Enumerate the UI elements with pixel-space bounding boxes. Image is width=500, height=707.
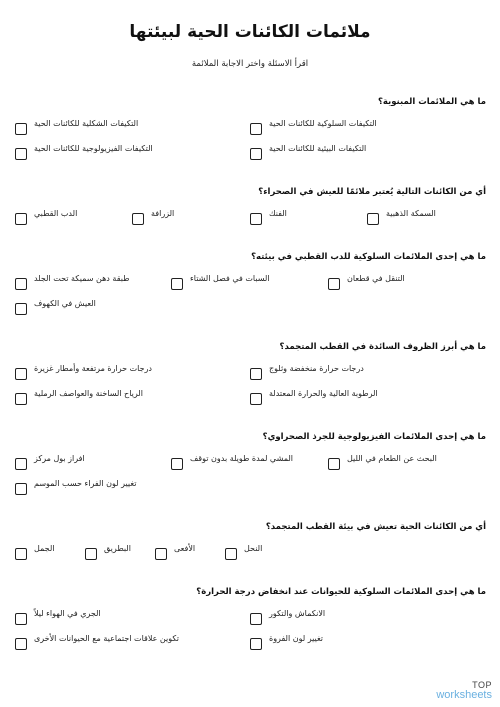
q2-option-1[interactable] <box>367 211 436 225</box>
q4-option-1[interactable] <box>250 366 364 380</box>
checkbox[interactable] <box>328 458 340 470</box>
question-4: ما هي أبرز الظروف السائدة في القطب المتجمد؟ <box>279 342 486 352</box>
question-1: ما هي الملائمات المبنوية؟ <box>377 97 486 107</box>
option-label: العيش في الكهوف <box>34 299 96 308</box>
option-label: تغيير لون الفروة <box>269 634 324 643</box>
option-label: الجري في الهواء ليلاً <box>34 609 101 618</box>
option-label: البحث عن الطعام في الليل <box>347 454 437 463</box>
checkbox[interactable] <box>328 278 340 290</box>
option-label: السبات في فصل الشتاء <box>190 274 270 283</box>
checkbox[interactable] <box>85 548 97 560</box>
checkbox[interactable] <box>367 213 379 225</box>
worksheet-title: ملائمات الكائنات الحية لبيئتها <box>129 22 371 42</box>
checkbox[interactable] <box>15 303 27 315</box>
q7-option-2[interactable] <box>15 611 101 625</box>
option-label: السمكة الذهبية <box>386 209 436 218</box>
q1-option-4[interactable] <box>15 146 153 160</box>
option-label: الدب القطبي <box>34 209 78 218</box>
checkbox[interactable] <box>250 148 262 160</box>
q7-option-1[interactable] <box>250 611 325 625</box>
brand-logo <box>436 681 492 701</box>
q4-option-2[interactable] <box>15 366 152 380</box>
checkbox[interactable] <box>250 123 262 135</box>
option-label: النحل <box>244 544 263 553</box>
q1-option-2[interactable] <box>15 121 138 135</box>
q2-option-2[interactable] <box>250 211 287 225</box>
checkbox[interactable] <box>225 548 237 560</box>
option-label: الزرافة <box>151 209 175 218</box>
checkbox[interactable] <box>155 548 167 560</box>
option-label: الرطوبة العالية والحرارة المعتدلة <box>269 389 378 398</box>
checkbox[interactable] <box>250 368 262 380</box>
q2-option-3[interactable] <box>132 211 174 225</box>
q4-option-3[interactable] <box>250 391 378 405</box>
checkbox[interactable] <box>15 148 27 160</box>
q3-option-4[interactable] <box>15 301 96 315</box>
checkbox[interactable] <box>15 458 27 470</box>
q7-option-3[interactable] <box>250 636 323 650</box>
q6-option-3[interactable] <box>85 546 131 560</box>
checkbox[interactable] <box>15 368 27 380</box>
q1-option-1[interactable] <box>250 121 377 135</box>
q5-option-1[interactable] <box>328 456 437 470</box>
option-label: التكيفات السلوكية للكائنات الحية <box>269 119 377 128</box>
option-label: درجات حرارة مرتفعة وأمطار غزيرة <box>34 364 152 373</box>
question-7: ما هي إحدى الملائمات السلوكية للحيوانات عند انخفاض درجة الحرارة؟ <box>196 587 486 597</box>
option-label: طبقة دهن سميكة تحت الجلد <box>34 274 130 283</box>
checkbox[interactable] <box>171 278 183 290</box>
checkbox[interactable] <box>15 278 27 290</box>
checkbox[interactable] <box>15 483 27 495</box>
option-label: تغيير لون الفراء حسب الموسم <box>34 479 137 488</box>
q3-option-2[interactable] <box>171 276 270 290</box>
checkbox[interactable] <box>171 458 183 470</box>
option-label: الانكماش والتكور <box>269 609 326 618</box>
checkbox[interactable] <box>132 213 144 225</box>
question-3: ما هي إحدى الملائمات السلوكية للدب القطبي في بيئته؟ <box>251 252 486 262</box>
option-label: التكيفات الشكلية للكائنات الحية <box>34 119 139 128</box>
q5-option-2[interactable] <box>171 456 293 470</box>
option-label: الرياح الساخنة والعواصف الرملية <box>34 389 143 398</box>
checkbox[interactable] <box>15 548 27 560</box>
q6-option-2[interactable] <box>155 546 195 560</box>
q3-option-3[interactable] <box>15 276 130 290</box>
q1-option-3[interactable] <box>250 146 366 160</box>
q6-option-4[interactable] <box>15 546 55 560</box>
checkbox[interactable] <box>250 613 262 625</box>
q5-option-4[interactable] <box>15 481 136 495</box>
worksheet-instructions: اقرأ الاسئلة واختر الاجابة الملائمة <box>191 59 309 69</box>
checkbox[interactable] <box>15 123 27 135</box>
q4-option-4[interactable] <box>15 391 143 405</box>
option-label: التنقل في قطعان <box>347 274 405 283</box>
option-label: الأفعى <box>174 544 196 553</box>
option-label: البطريق <box>104 544 131 553</box>
option-label: تكوين علاقات اجتماعية مع الحيوانات الأخرى <box>34 634 180 643</box>
brand-top: TOP <box>472 680 492 690</box>
q3-option-1[interactable] <box>328 276 405 290</box>
checkbox[interactable] <box>15 213 27 225</box>
checkbox[interactable] <box>250 393 262 405</box>
q5-option-3[interactable] <box>15 456 85 470</box>
question-5: ما هي إحدى الملائمات الفيزيولوجية للجرذ الصحراوي؟ <box>262 432 486 442</box>
checkbox[interactable] <box>250 213 262 225</box>
brand-name: worksheets <box>436 689 492 701</box>
question-6: أي من الكائنات الحية تعيش في بيئة القطب المتجمد؟ <box>265 522 486 532</box>
option-label: المشي لمدة طويلة بدون توقف <box>190 454 294 463</box>
q2-option-4[interactable] <box>15 211 77 225</box>
option-label: افراز بول مركز <box>34 454 85 463</box>
question-2: أي من الكائنات التالية يُعتبر ملائمًا للعيش في الصحراء؟ <box>258 187 486 197</box>
q6-option-1[interactable] <box>225 546 262 560</box>
q7-option-4[interactable] <box>15 636 179 650</box>
checkbox[interactable] <box>15 613 27 625</box>
option-label: درجات حرارة منخفضة وثلوج <box>269 364 364 373</box>
option-label: الفنك <box>269 209 287 218</box>
checkbox[interactable] <box>15 638 27 650</box>
option-label: التكيفات البيئية للكائنات الحية <box>269 144 367 153</box>
option-label: التكيفات الفيزيولوجية للكائنات الحية <box>34 144 153 153</box>
checkbox[interactable] <box>250 638 262 650</box>
checkbox[interactable] <box>15 393 27 405</box>
option-label: الجمل <box>34 544 55 553</box>
